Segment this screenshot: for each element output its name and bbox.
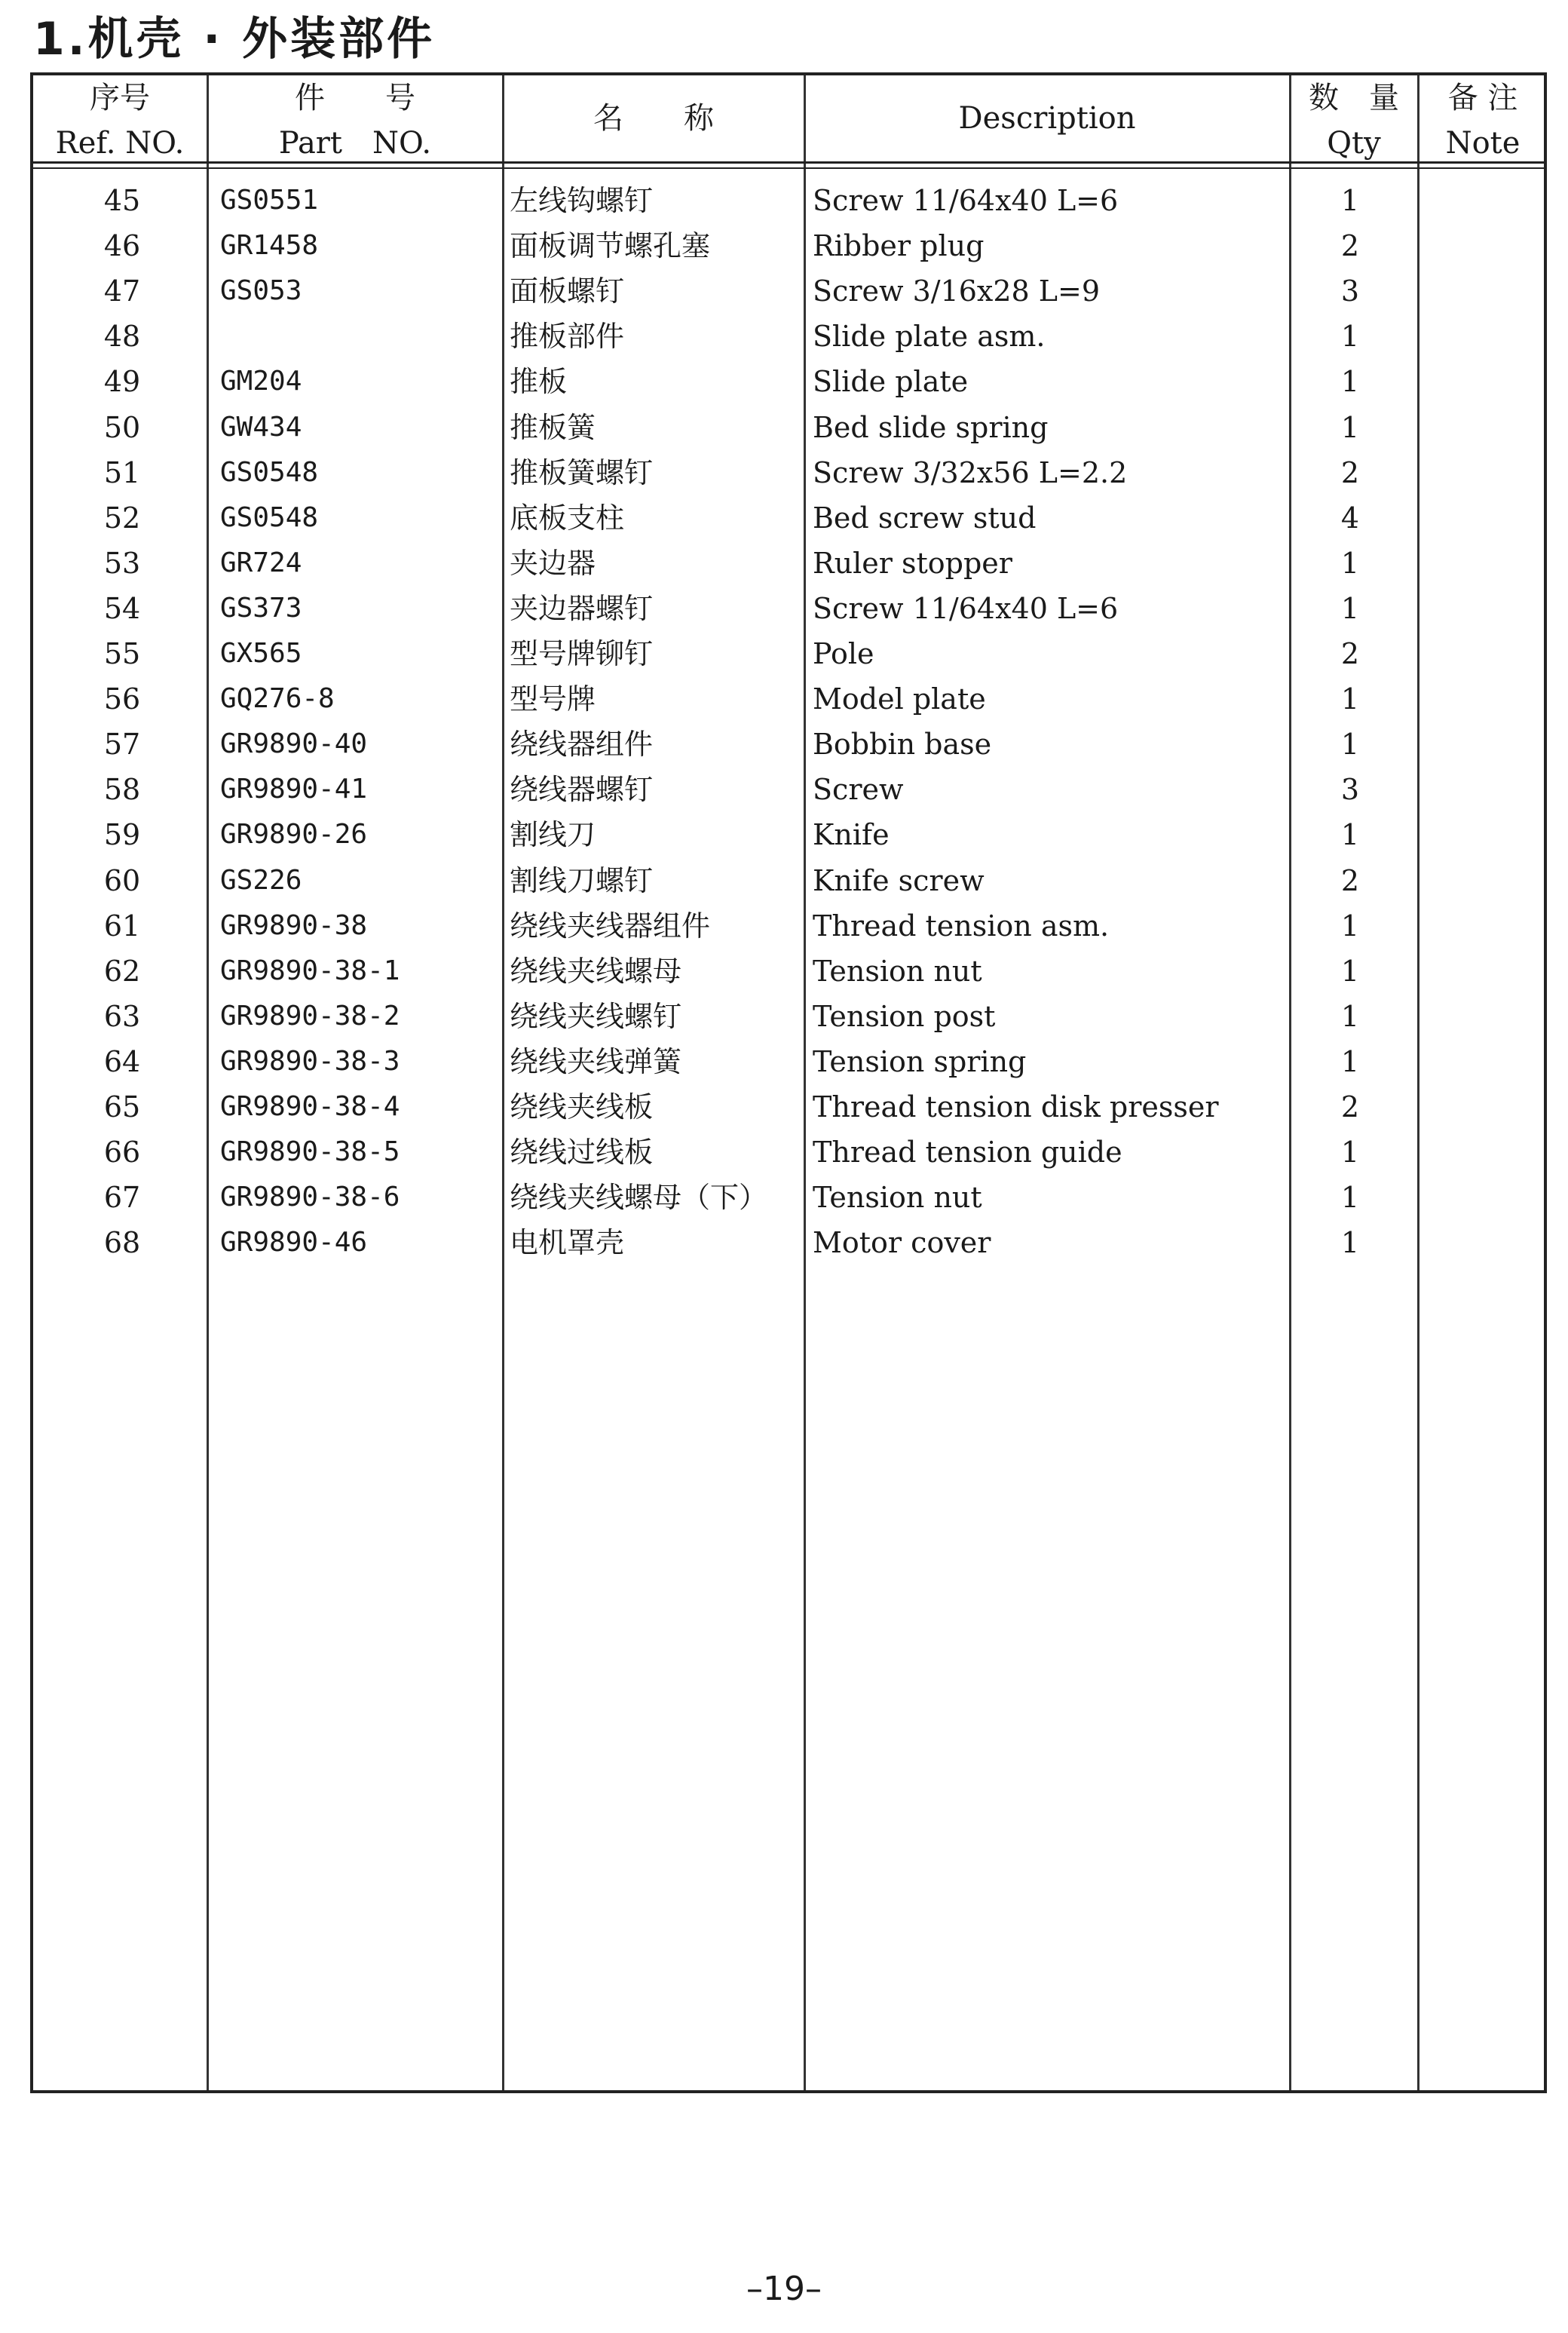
table-row — [33, 994, 1544, 1039]
description-cell: Screw 11/64x40 L=6 — [813, 591, 1119, 625]
header-name — [504, 75, 804, 161]
description-cell: Screw 3/32x56 L=2.2 — [813, 455, 1128, 489]
table-row — [33, 541, 1544, 586]
header-ref-no — [33, 75, 207, 166]
table-row — [33, 1220, 1544, 1265]
ref-cell: 58 — [103, 773, 141, 807]
ref-cell: 64 — [103, 1044, 141, 1078]
header-part-no — [208, 75, 502, 166]
ref-cell: 49 — [103, 365, 141, 399]
part-no-cell: GS0548 — [220, 501, 319, 533]
name-cell: 绕线夹线螺母（下） — [510, 1181, 768, 1215]
name-cell: 绕线过线板 — [510, 1136, 654, 1170]
qty-cell: 2 — [1340, 863, 1360, 897]
part-no-cell: GR9890-38-5 — [220, 1136, 400, 1168]
part-no-cell: GX565 — [220, 638, 302, 669]
description-cell: Tension post — [813, 999, 996, 1033]
table-row — [33, 1175, 1544, 1220]
part-no-cell: GR9890-38-6 — [220, 1182, 400, 1213]
part-no-cell: GS053 — [220, 275, 302, 307]
qty-cell: 2 — [1340, 1090, 1360, 1124]
table-row — [33, 450, 1544, 495]
table-row — [33, 631, 1544, 676]
name-cell: 推板部件 — [510, 320, 625, 354]
ref-cell: 53 — [103, 546, 141, 580]
part-no-cell: GR9890-38-3 — [220, 1045, 400, 1077]
table-row — [33, 586, 1544, 631]
description-cell: Bobbin base — [813, 728, 992, 762]
table-row — [33, 314, 1544, 359]
qty-cell: 1 — [1340, 954, 1360, 988]
name-cell: 绕线夹线器组件 — [510, 909, 711, 943]
description-cell: Slide plate asm. — [813, 320, 1046, 354]
qty-cell: 1 — [1340, 1136, 1360, 1170]
name-cell: 绕线夹线弹簧 — [510, 1044, 682, 1078]
description-cell: Tension nut — [813, 1181, 982, 1215]
part-no-cell: GR9890-38-4 — [220, 1091, 400, 1122]
table-row — [33, 812, 1544, 857]
name-cell: 绕线夹线板 — [510, 1090, 654, 1124]
name-cell: 推板簧螺钉 — [510, 455, 654, 489]
qty-cell: 3 — [1340, 274, 1360, 308]
qty-cell: 2 — [1340, 637, 1360, 670]
header-qty-zh: 数 量 — [1309, 81, 1399, 115]
ref-cell: 67 — [103, 1181, 141, 1215]
description-cell: Tension nut — [813, 954, 982, 988]
ref-cell: 57 — [103, 728, 141, 762]
part-no-cell: GS226 — [220, 864, 302, 896]
ref-cell: 63 — [103, 999, 141, 1033]
part-no-cell: GS0551 — [220, 185, 319, 216]
header-divider — [33, 167, 1544, 169]
part-no-cell: GR9890-26 — [220, 819, 368, 851]
qty-cell: 1 — [1340, 728, 1360, 762]
name-cell: 绕线器螺钉 — [510, 773, 654, 807]
name-cell: 面板螺钉 — [510, 274, 625, 308]
qty-cell: 1 — [1340, 184, 1360, 217]
name-cell: 电机罩壳 — [510, 1226, 625, 1260]
qty-cell: 1 — [1340, 410, 1360, 444]
header-note — [1419, 75, 1547, 166]
description-cell: Knife — [813, 818, 890, 852]
ref-cell: 46 — [103, 229, 141, 263]
ref-cell: 54 — [103, 591, 141, 625]
qty-cell: 1 — [1340, 320, 1360, 354]
ref-cell: 48 — [103, 320, 141, 354]
ref-cell: 66 — [103, 1136, 141, 1170]
qty-cell: 1 — [1340, 909, 1360, 943]
name-cell: 割线刀 — [510, 818, 596, 852]
qty-cell: 1 — [1340, 818, 1360, 852]
part-no-cell: GR9890-40 — [220, 728, 368, 760]
table-row — [33, 722, 1544, 767]
qty-cell: 2 — [1340, 229, 1360, 263]
description-cell: Thread tension asm. — [813, 909, 1110, 943]
parts-table — [30, 72, 1547, 2093]
header-name-zh: 名 称 — [593, 101, 714, 136]
ref-cell: 60 — [103, 863, 141, 897]
ref-cell: 51 — [103, 455, 141, 489]
name-cell: 左线钩螺钉 — [510, 184, 654, 217]
part-no-cell: GW434 — [220, 411, 302, 443]
table-row — [33, 268, 1544, 314]
table-row — [33, 767, 1544, 812]
ref-cell: 65 — [103, 1090, 141, 1124]
table-row — [33, 359, 1544, 404]
ref-cell: 59 — [103, 818, 141, 852]
part-no-cell: GR1458 — [220, 230, 319, 262]
name-cell: 推板簧 — [510, 410, 596, 444]
table-row — [33, 858, 1544, 903]
qty-cell: 1 — [1340, 365, 1360, 399]
table-row — [33, 1130, 1544, 1175]
qty-cell: 1 — [1340, 1044, 1360, 1078]
name-cell: 底板支柱 — [510, 501, 625, 535]
table-row — [33, 1084, 1544, 1130]
description-cell: Model plate — [813, 682, 986, 716]
ref-cell: 52 — [103, 501, 141, 535]
page-number: –19– — [746, 2270, 822, 2308]
qty-cell: 1 — [1340, 1181, 1360, 1215]
ref-cell: 55 — [103, 637, 141, 670]
header-note-zh: 备 注 — [1447, 81, 1518, 115]
name-cell: 夹边器 — [510, 546, 596, 580]
ref-cell: 47 — [103, 274, 141, 308]
part-no-cell: GR9890-41 — [220, 774, 368, 805]
name-cell: 夹边器螺钉 — [510, 591, 654, 625]
header-qty — [1291, 75, 1417, 166]
name-cell: 面板调节螺孔塞 — [510, 229, 711, 263]
description-cell: Slide plate — [813, 365, 969, 399]
table-row — [33, 949, 1544, 994]
page-title: 1.机壳 · 外装部件 — [33, 13, 436, 66]
part-no-cell: GM204 — [220, 366, 302, 397]
header-qty-en: Qty — [1327, 126, 1381, 161]
description-cell: Thread tension guide — [813, 1136, 1122, 1170]
part-no-cell: GQ276-8 — [220, 683, 335, 715]
ref-cell: 61 — [103, 909, 141, 943]
qty-cell: 1 — [1340, 546, 1360, 580]
header-ref-zh: 序号 — [90, 81, 150, 115]
description-cell: Pole — [813, 637, 874, 670]
part-no-cell: GR724 — [220, 547, 302, 578]
qty-cell: 1 — [1340, 682, 1360, 716]
qty-cell: 2 — [1340, 455, 1360, 489]
ref-cell: 56 — [103, 682, 141, 716]
table-row — [33, 903, 1544, 949]
part-no-cell: GS373 — [220, 592, 302, 624]
table-row — [33, 676, 1544, 722]
description-cell: Bed screw stud — [813, 501, 1037, 535]
description-cell: Thread tension disk presser — [813, 1090, 1219, 1124]
ref-cell: 45 — [103, 184, 141, 217]
ref-cell: 68 — [103, 1226, 141, 1260]
description-cell: Ruler stopper — [813, 546, 1012, 580]
header-description-en: Description — [958, 101, 1136, 136]
name-cell: 绕线夹线螺母 — [510, 954, 682, 988]
description-cell: Screw 3/16x28 L=9 — [813, 274, 1101, 308]
part-no-cell: GR9890-38-1 — [220, 955, 400, 986]
table-row — [33, 405, 1544, 450]
description-cell: Bed slide spring — [813, 410, 1049, 444]
qty-cell: 1 — [1340, 1226, 1360, 1260]
header-note-en: Note — [1445, 126, 1521, 161]
part-no-cell: GR9890-46 — [220, 1227, 368, 1258]
part-no-cell: GR9890-38-2 — [220, 1000, 400, 1032]
qty-cell: 4 — [1340, 501, 1360, 535]
header-part-en: Part NO. — [278, 126, 432, 161]
description-cell: Screw — [813, 773, 904, 807]
qty-cell: 1 — [1340, 591, 1360, 625]
part-no-cell: GR9890-38 — [220, 909, 368, 941]
name-cell: 型号牌 — [510, 682, 596, 716]
table-row — [33, 178, 1544, 223]
description-cell: Ribber plug — [813, 229, 985, 263]
description-cell: Knife screw — [813, 863, 985, 897]
ref-cell: 62 — [103, 954, 141, 988]
ref-cell: 50 — [103, 410, 141, 444]
header-ref-en: Ref. NO. — [55, 126, 185, 161]
name-cell: 绕线器组件 — [510, 728, 654, 762]
description-cell: Tension spring — [813, 1044, 1027, 1078]
qty-cell: 3 — [1340, 773, 1360, 807]
description-cell: Screw 11/64x40 L=6 — [813, 184, 1119, 217]
table-row — [33, 495, 1544, 541]
qty-cell: 1 — [1340, 999, 1360, 1033]
name-cell: 绕线夹线螺钉 — [510, 999, 682, 1033]
name-cell: 型号牌铆钉 — [510, 637, 654, 670]
name-cell: 推板 — [510, 365, 568, 399]
table-row — [33, 1039, 1544, 1084]
part-no-cell: GS0548 — [220, 456, 319, 488]
name-cell: 割线刀螺钉 — [510, 863, 654, 897]
table-row — [33, 223, 1544, 268]
header-part-zh: 件 号 — [295, 81, 415, 115]
description-cell: Motor cover — [813, 1226, 991, 1260]
header-description — [805, 75, 1289, 161]
